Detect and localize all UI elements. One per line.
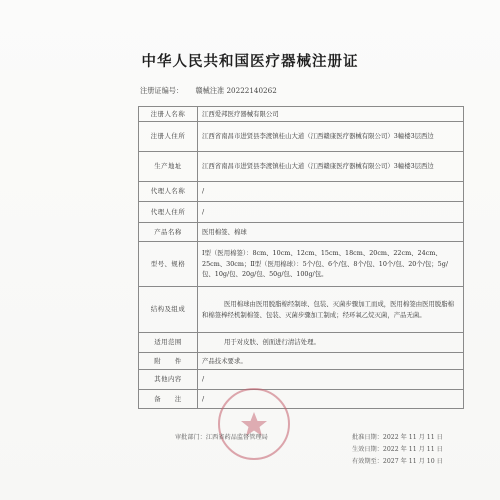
attachment: 产品技术要求。 bbox=[198, 353, 464, 370]
product-name: 医用棉签、棉球 bbox=[198, 223, 464, 242]
row-structure-composition bbox=[139, 287, 464, 333]
structure-composition: 医用棉球由医用脱脂棉经制球、包装、灭菌步骤加工而成，医用棉签由医用脱脂棉和棉签棒经机制棉签、包装、灭菌步骤加工制成；经环氧乙烷灭菌，产品无菌。 bbox=[198, 287, 464, 333]
field-label: 结构及组成 bbox=[139, 287, 198, 333]
field-label: 代理人住所 bbox=[139, 202, 198, 223]
registrant-name: 江西爱邦医疗器械有限公司 bbox=[198, 107, 464, 122]
row-attachment bbox=[139, 353, 464, 370]
official-seal bbox=[218, 388, 290, 460]
registration-number: 赣械注准 20222140262 bbox=[195, 86, 277, 95]
row-agent-address bbox=[139, 202, 464, 223]
approval-authority: 审批部门：江西省药品监督管理局 bbox=[175, 434, 268, 441]
registrant-address: 江西省南昌市进贤县李渡镇桂山大道（江西赣康医疗器械有限公司）3幢楼3层西边 bbox=[198, 122, 464, 152]
seal-star-icon bbox=[220, 390, 288, 458]
row-registrant-address bbox=[139, 122, 464, 152]
field-label: 注册人住所 bbox=[139, 122, 198, 152]
field-label: 生产地址 bbox=[139, 152, 198, 182]
approval-date: 批准日期：2022 年 11 月 11 日 bbox=[352, 434, 443, 441]
row-model-spec bbox=[139, 242, 464, 287]
row-registrant-name bbox=[139, 107, 464, 122]
field-label: 代理人名称 bbox=[139, 182, 198, 202]
agent-address: / bbox=[198, 202, 464, 223]
field-label: 型号、规格 bbox=[139, 242, 198, 287]
field-label: 其他内容 bbox=[139, 370, 198, 390]
agent-name: / bbox=[198, 182, 464, 202]
registration-number-label: 注册证编号： bbox=[140, 86, 184, 95]
other-content: / bbox=[198, 370, 464, 390]
row-product-name bbox=[139, 223, 464, 242]
row-agent-name bbox=[139, 182, 464, 202]
remark: / bbox=[198, 390, 464, 409]
row-other-content bbox=[139, 370, 464, 390]
document-title: 中华人民共和国医疗器械注册证 bbox=[141, 53, 359, 70]
field-label: 备 注 bbox=[139, 390, 198, 409]
field-label: 附 件 bbox=[139, 353, 198, 370]
effective-date: 生效日期：2022 年 11 月 11 日 bbox=[352, 446, 443, 453]
registration-table bbox=[138, 106, 464, 409]
row-production-address bbox=[139, 152, 464, 182]
scope: 用于对皮肤、创面进行清洁处理。 bbox=[198, 333, 464, 353]
model-spec: Ⅰ型（医用棉签）：8cm、10cm、12cm、15cm、18cm、20cm、22cm、24cm、25cm、30cm；Ⅱ型（医用棉球）：5个/包、6个/包、8个/包、10个/包、20个/包；5g/包、10g/包、20g/包、50g/包、100g/包。 bbox=[198, 242, 464, 287]
registration-number-line bbox=[140, 86, 277, 96]
row-remark bbox=[139, 390, 464, 409]
field-label: 注册人名称 bbox=[139, 107, 198, 122]
production-address: 江西省南昌市进贤县李渡镇桂山大道（江西赣康医疗器械有限公司）3幢楼3层西边 bbox=[198, 152, 464, 182]
field-label: 适用范围 bbox=[139, 333, 198, 353]
expiry-date: 有效期至：2027 年 11 月 10 日 bbox=[352, 458, 443, 465]
field-label: 产品名称 bbox=[139, 223, 198, 242]
row-scope bbox=[139, 333, 464, 353]
